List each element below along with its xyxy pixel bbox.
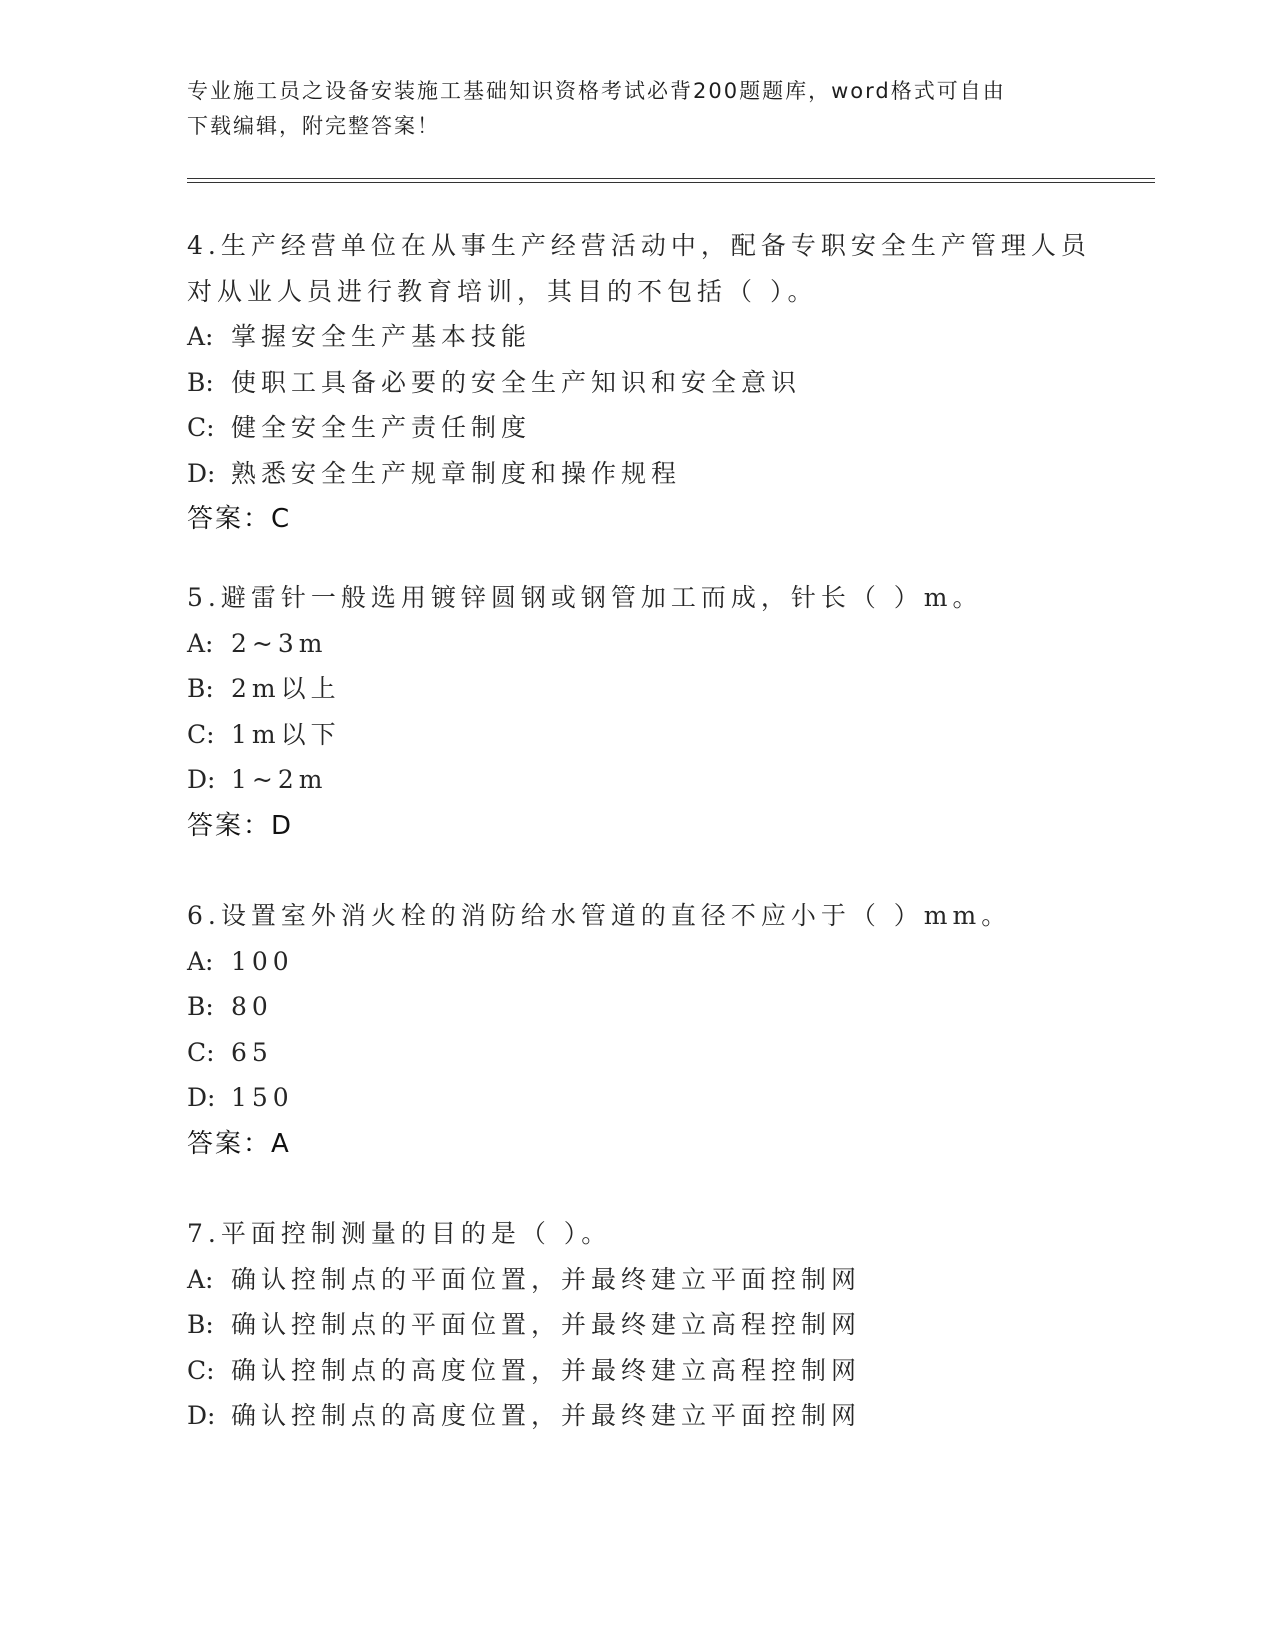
option-letter: B:: [187, 1310, 214, 1339]
header-divider: [187, 178, 1155, 183]
option-text: 2~3m: [231, 628, 328, 658]
option-d: [187, 757, 1087, 803]
option-c: [187, 1030, 1087, 1076]
question-stem-line: 对从业人员进行教育培训，其目的不包括（ ）。: [187, 276, 818, 306]
option-d: [187, 1393, 1087, 1439]
option-letter: B:: [187, 367, 214, 397]
question-stem-line: 7.平面控制测量的目的是（ ）。: [187, 1219, 612, 1248]
question-stem-line: 6.设置室外消火栓的消防给水管道的直径不应小于（ ）mm。: [187, 901, 1012, 930]
option-c: [187, 712, 1087, 758]
option-text: 掌握安全生产基本技能: [231, 322, 532, 351]
question-stem-line: 5.避雷针一般选用镀锌圆钢或钢管加工而成，针长（ ）m。: [187, 583, 983, 612]
option-letter: D:: [187, 765, 216, 794]
option-d: [187, 451, 1087, 497]
option-text: 确认控制点的高度位置，并最终建立平面控制网: [231, 1401, 862, 1430]
option-text: 确认控制点的高度位置，并最终建立高程控制网: [231, 1355, 862, 1385]
option-letter: A:: [187, 946, 214, 976]
option-a: [187, 621, 1087, 667]
option-text: 100: [231, 946, 294, 976]
header-title-line-2: 下载编辑，附完整答案！: [187, 114, 440, 138]
option-letter: D:: [187, 1083, 216, 1112]
option-text: 80: [231, 992, 273, 1021]
option-d: [187, 1075, 1087, 1121]
option-text: 65: [231, 1037, 273, 1067]
option-b: [187, 666, 1087, 712]
option-letter: A:: [187, 1264, 214, 1294]
question-5: [187, 575, 1087, 849]
answer-line: 答案：D: [187, 810, 294, 841]
option-text: 1~2m: [231, 765, 328, 794]
option-letter: D:: [187, 1401, 216, 1430]
option-text: 熟悉安全生产规章制度和操作规程: [231, 458, 682, 488]
option-text: 确认控制点的平面位置，并最终建立平面控制网: [231, 1264, 862, 1294]
option-letter: C:: [187, 1037, 215, 1067]
question-6: [187, 893, 1087, 1167]
answer-line: 答案：A: [187, 1128, 291, 1159]
option-text: 使职工具备必要的安全生产知识和安全意识: [231, 367, 802, 397]
option-text: 健全安全生产责任制度: [231, 413, 532, 442]
option-b: [187, 360, 1087, 406]
question-4: [187, 223, 1091, 542]
option-text: 1m以下: [231, 719, 341, 749]
option-letter: B:: [187, 992, 214, 1021]
option-letter: A:: [187, 628, 214, 658]
answer-line: 答案：C: [187, 504, 292, 534]
option-b: [187, 984, 1087, 1030]
header-title-line-1: 专业施工员之设备安装施工基础知识资格考试必背200题题库，word格式可自由: [187, 79, 1006, 103]
option-letter: C:: [187, 719, 215, 749]
option-a: [187, 1257, 1087, 1303]
option-c: [187, 1348, 1087, 1394]
option-letter: D:: [187, 458, 216, 488]
option-text: 确认控制点的平面位置，并最终建立高程控制网: [231, 1310, 862, 1339]
option-c: [187, 405, 1087, 451]
option-a: [187, 314, 1087, 360]
option-text: 150: [231, 1083, 294, 1112]
document-header: [187, 74, 1067, 144]
option-a: [187, 939, 1087, 985]
option-b: [187, 1302, 1087, 1348]
question-stem-line: 4.生产经营单位在从事生产经营活动中，配备专职安全生产管理人员: [187, 231, 1091, 260]
question-7: [187, 1211, 1087, 1439]
option-text: 2m以上: [231, 674, 341, 703]
option-letter: C:: [187, 413, 215, 442]
option-letter: C:: [187, 1355, 215, 1385]
option-letter: A:: [187, 322, 214, 351]
option-letter: B:: [187, 674, 214, 703]
